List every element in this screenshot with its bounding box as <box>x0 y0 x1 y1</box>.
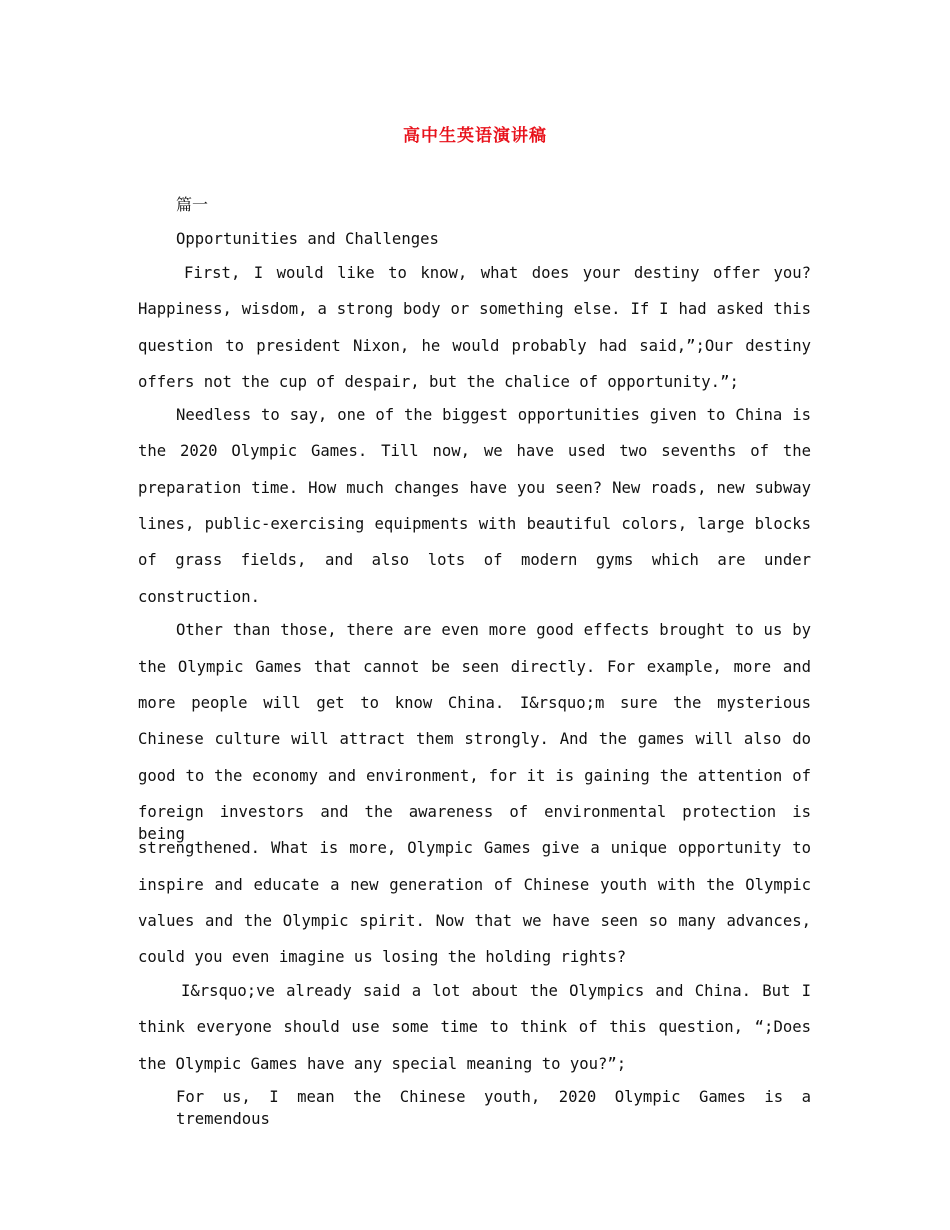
document-title: 高中生英语演讲稿 <box>403 126 547 146</box>
text-line: think everyone should use some time to think of this question, “;Does <box>138 1018 811 1036</box>
text-line: offers not the cup of despair, but the chalice of opportunity.”; <box>138 373 739 391</box>
speech-subtitle: Opportunities and Challenges <box>176 230 439 248</box>
text-line: good to the economy and environment, for it is gaining the attention of <box>138 767 811 785</box>
text-line: I&rsquo;ve already said a lot about the Olympics and China. But I <box>181 982 811 1000</box>
text-line: foreign investors and the awareness of environmental protection is being <box>138 803 811 843</box>
text-line: construction. <box>138 588 261 606</box>
text-line: strengthened. What is more, Olympic Games give a unique opportunity to <box>138 839 811 857</box>
text-line: preparation time. How much changes have you seen? New roads, new subway <box>138 479 811 497</box>
text-line: First, I would like to know, what does your destiny offer you? <box>184 264 811 282</box>
text-line: the Olympic Games that cannot be seen directly. For example, more and <box>138 658 811 676</box>
text-line: Happiness, wisdom, a strong body or something else. If I had asked this <box>138 300 811 318</box>
text-line: Needless to say, one of the biggest opportunities given to China is <box>176 406 811 424</box>
text-line: inspire and educate a new generation of Chinese youth with the Olympic <box>138 876 811 894</box>
text-line: lines, public-exercising equipments with beautiful colors, large blocks <box>138 515 811 533</box>
text-line: could you even imagine us losing the holding rights? <box>138 948 627 966</box>
text-line: the 2020 Olympic Games. Till now, we have used two sevenths of the <box>138 442 811 460</box>
text-line: values and the Olympic spirit. Now that we have seen so many advances, <box>138 912 811 930</box>
text-line: of grass fields, and also lots of modern gyms which are under <box>138 551 811 569</box>
text-line: For us, I mean the Chinese youth, 2020 Olympic Games is a tremendous <box>176 1088 811 1128</box>
section-label: 篇一 <box>176 195 209 214</box>
text-line: question to president Nixon, he would probably had said,”;Our destiny <box>138 337 811 355</box>
text-line: more people will get to know China. I&rsquo;m sure the mysterious <box>138 694 811 712</box>
text-line: the Olympic Games have any special meaning to you?”; <box>138 1055 627 1073</box>
text-line: Chinese culture will attract them strongly. And the games will also do <box>138 730 811 748</box>
text-line: Other than those, there are even more good effects brought to us by <box>176 621 811 639</box>
